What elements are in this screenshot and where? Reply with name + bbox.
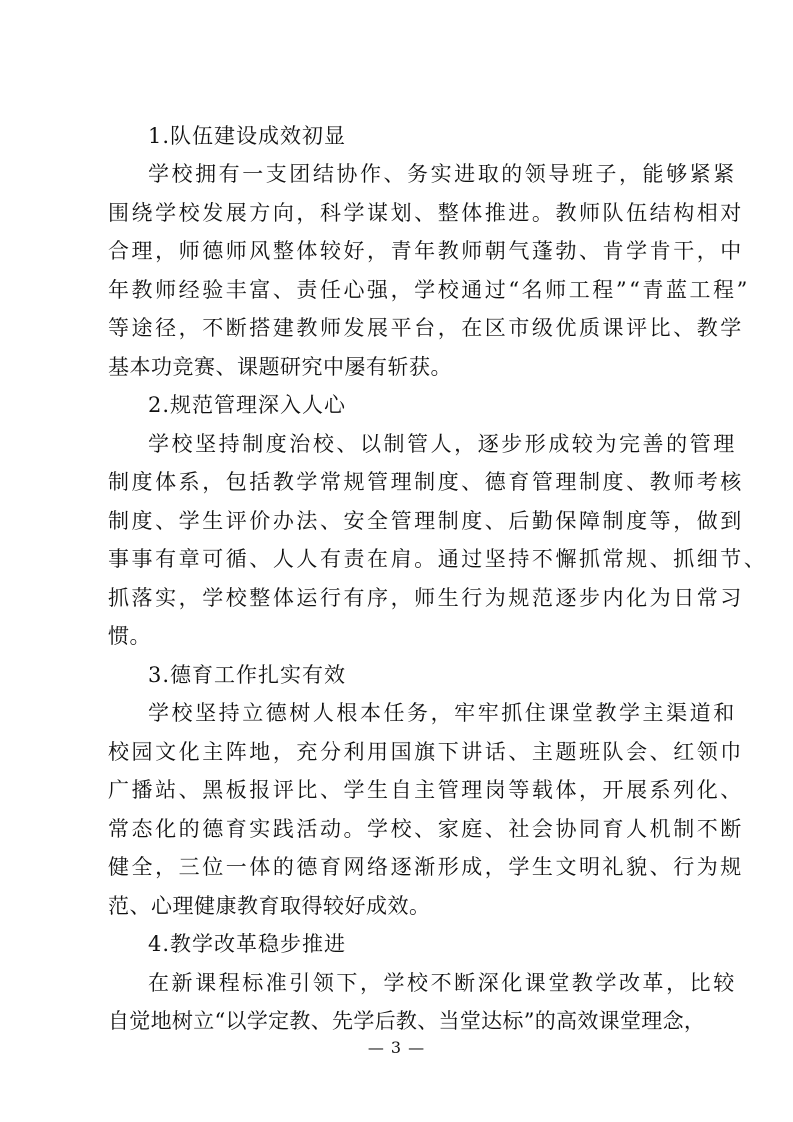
paragraph-line: 校园文化主阵地，充分利用国旗下讲话、主题班队会、红领巾 [108, 740, 744, 764]
paragraph-line: 基本功竞赛、课题研究中屡有斩获。 [108, 355, 452, 379]
paragraph-line: 在新课程标准引领下，学校不断深化课堂教学改革，比较 [148, 971, 737, 995]
paragraph-line: 制度、学生评价办法、安全管理制度、后勤保障制度等，做到 [108, 509, 744, 533]
paragraph-line: 年教师经验丰富、责任心强，学校通过“名师工程”“青蓝工程” [108, 278, 750, 302]
paragraph-line: 合理，师德师风整体较好，青年教师朝气蓬勃、肯学肯干，中 [108, 239, 744, 263]
paragraph-line: 常态化的德育实践活动。学校、家庭、社会协同育人机制不断 [108, 817, 744, 841]
section-heading: 1.队伍建设成效初显 [148, 124, 347, 148]
paragraph-line: 范、心理健康教育取得较好成效。 [108, 894, 431, 918]
paragraph-line: 围绕学校发展方向，科学谋划、整体推进。教师队伍结构相对 [108, 201, 744, 225]
paragraph-line: 自觉地树立“以学定教、先学后教、当堂达标”的高效课堂理念， [108, 1009, 706, 1033]
section-heading: 2.规范管理深入人心 [148, 393, 347, 417]
section-heading: 4.教学改革稳步推进 [148, 932, 347, 956]
paragraph-line: 惯。 [108, 624, 151, 648]
paragraph-line: 制度体系，包括教学常规管理制度、德育管理制度、教师考核 [108, 470, 744, 494]
paragraph-line: 学校坚持制度治校、以制管人，逐步形成较为完善的管理 [148, 432, 737, 456]
paragraph-line: 广播站、黑板报评比、学生自主管理岗等载体，开展系列化、 [108, 778, 744, 802]
paragraph-line: 事事有章可循、人人有责在肩。通过坚持不懈抓常规、抓细节、 [108, 547, 768, 571]
section-heading: 3.德育工作扎实有效 [148, 663, 347, 687]
page-number: — 3 — [367, 1038, 426, 1057]
paragraph-line: 抓落实，学校整体运行有序，师生行为规范逐步内化为日常习 [108, 586, 744, 610]
paragraph-line: 等途径，不断搭建教师发展平台，在区市级优质课评比、教学 [108, 316, 744, 340]
paragraph-line: 健全，三位一体的德育网络逐渐形成，学生文明礼貌、行为规 [108, 855, 744, 879]
paragraph-line: 学校坚持立德树人根本任务，牢牢抓住课堂教学主渠道和 [148, 701, 737, 725]
paragraph-line: 学校拥有一支团结协作、务实进取的领导班子，能够紧紧 [148, 162, 737, 186]
